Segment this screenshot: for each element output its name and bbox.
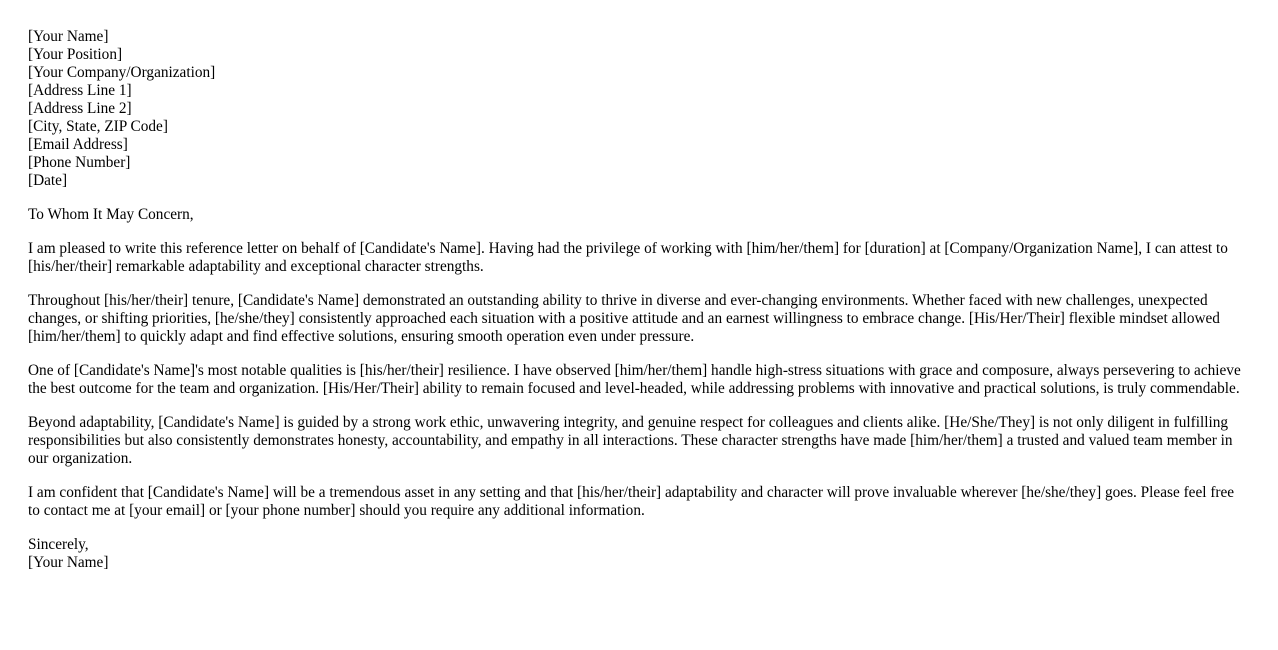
reference-letter <box>28 28 1248 572</box>
sender-address-line-2: [Address Line 2] <box>28 100 132 117</box>
body-paragraph-resilience: One of [Candidate's Name]'s most notable qualities is [his/her/their] resilience. I have observed [him/her/them] handle high-stress situations with grace and composure, always persevering to achieve the best outcome for the team and organization. [His/Her/Their] ability to remain focused and level-headed, while addressing problems with innovative and practical solutions, is truly commendable. <box>28 362 1241 397</box>
sender-position: [Your Position] <box>28 46 123 63</box>
sender-company: [Your Company/Organization] <box>28 64 216 81</box>
salutation: To Whom It May Concern, <box>28 206 194 223</box>
sender-address-line-1: [Address Line 1] <box>28 82 132 99</box>
body-paragraph-recommendation: I am confident that [Candidate's Name] will be a tremendous asset in any setting and that [his/her/their] adaptability and character will prove invaluable wherever [he/she/they] goes. Please feel free to contact me at [your email] or [your phone number] should you require any additional information. <box>28 484 1235 519</box>
signature-name: [Your Name] <box>28 554 109 571</box>
sender-phone: [Phone Number] <box>28 154 131 171</box>
sender-address-block <box>28 28 1248 190</box>
body-paragraph-adaptability: Throughout [his/her/their] tenure, [Candidate's Name] demonstrated an outstanding ability to thrive in diverse and ever-changing environments. Whether faced with new challenges, unexpected changes, or shifting priorities, [he/she/they] consistently approached each situation with a positive attitude and an earnest willingness to embrace change. [His/Her/Their] flexible mindset allowed [him/her/them] to quickly adapt and find effective solutions, ensuring smooth operation even under pressure. <box>28 292 1220 345</box>
letter-date: [Date] <box>28 172 68 189</box>
closing-block <box>28 536 1248 572</box>
sender-name: [Your Name] <box>28 28 109 45</box>
body-paragraph-character: Beyond adaptability, [Candidate's Name] is guided by a strong work ethic, unwavering integrity, and genuine respect for colleagues and clients alike. [He/She/They] is not only diligent in fulfilling responsibilities but also consistently demonstrates honesty, accountability, and empathy in all interactions. These character strengths have made [him/her/them] a trusted and valued team member in our organization. <box>28 414 1233 467</box>
valediction: Sincerely, <box>28 536 89 553</box>
sender-email: [Email Address] <box>28 136 128 153</box>
body-paragraph-introduction: I am pleased to write this reference letter on behalf of [Candidate's Name]. Having had the privilege of working with [him/her/them] for [duration] at [Company/Organization Name], I can attest to [his/her/their] remarkable adaptability and exceptional character strengths. <box>28 240 1228 275</box>
sender-city-state-zip: [City, State, ZIP Code] <box>28 118 168 135</box>
